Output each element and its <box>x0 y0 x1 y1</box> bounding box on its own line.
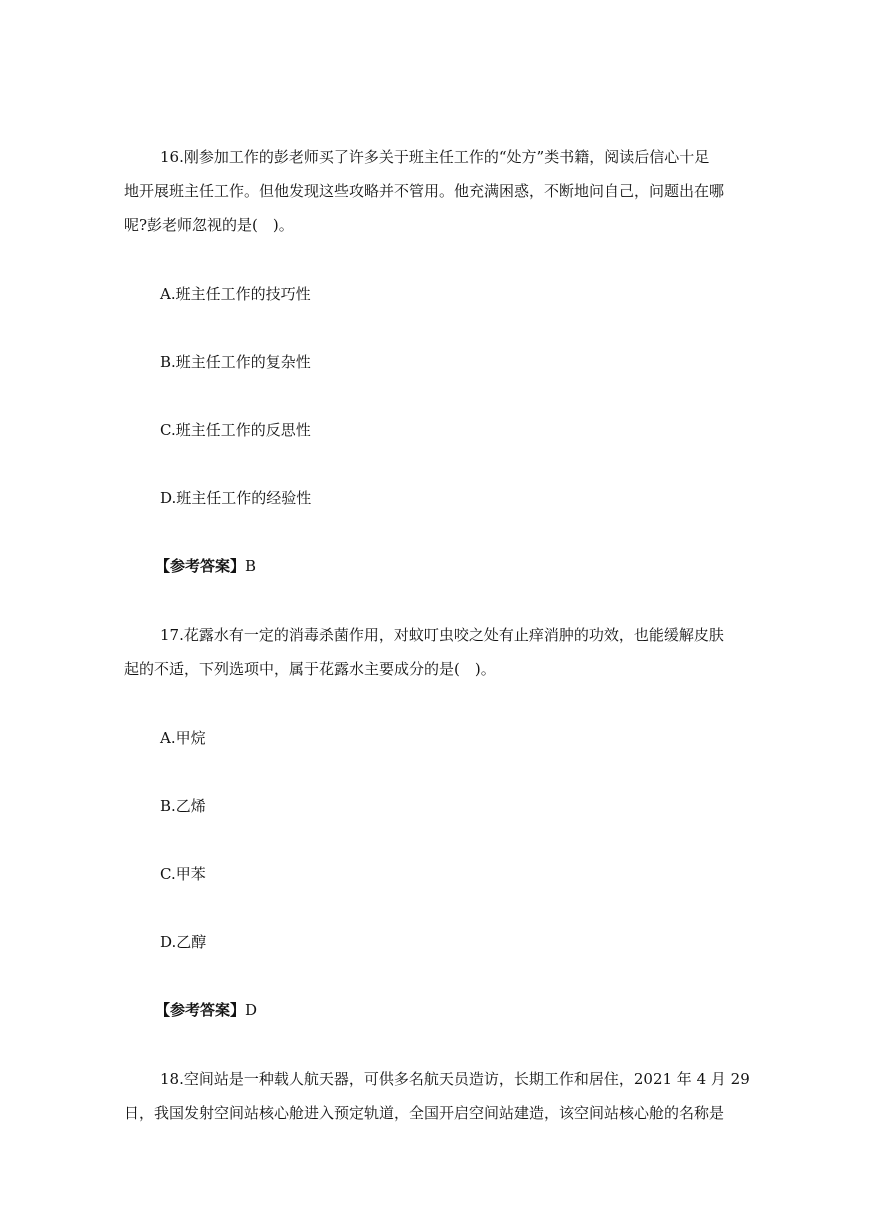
question-17-option-b: B.乙烯 <box>160 797 206 815</box>
question-17-stem-line-1: 17.花露水有一定的消毒杀菌作用，对蚊叮虫咬之处有止痒消肿的功效，也能缓解皮肤 <box>160 626 724 644</box>
question-16-option-a: A.班主任工作的技巧性 <box>160 285 311 303</box>
question-16-option-d: D.班主任工作的经验性 <box>160 489 312 507</box>
question-16-stem-line-2: 地开展班主任工作。但他发现这些攻略并不管用。他充满困惑，不断地问自己，问题出在哪 <box>124 182 725 200</box>
answer-label: 【参考答案】 <box>155 557 246 575</box>
question-16-option-b: B.班主任工作的复杂性 <box>160 353 311 371</box>
question-17-option-d: D.乙醇 <box>160 933 207 951</box>
question-17-option-a: A.甲烷 <box>160 729 206 747</box>
answer-value: D <box>245 1001 258 1019</box>
answer-value: B <box>245 557 257 575</box>
question-16-answer <box>155 556 256 576</box>
question-18-stem-line-2: 日，我国发射空间站核心舱进入预定轨道，全国开启空间站建造，该空间站核心舱的名称是 <box>124 1104 725 1122</box>
question-16-stem-line-3: 呢?彭老师忽视的是( )。 <box>124 216 294 234</box>
question-16-stem-line-1: 16.刚参加工作的彭老师买了许多关于班主任工作的“处方”类书籍，阅读后信心十足 <box>160 148 710 166</box>
question-17-stem-line-2: 起的不适，下列选项中，属于花露水主要成分的是( )。 <box>124 660 496 678</box>
question-17-option-c: C.甲苯 <box>160 865 206 883</box>
question-17-answer <box>155 1000 257 1020</box>
question-18-stem-line-1: 18.空间站是一种载人航天器，可供多名航天员造访，长期工作和居住，2021 年 4 月 29 <box>160 1070 750 1088</box>
question-16-option-c: C.班主任工作的反思性 <box>160 421 311 439</box>
answer-label: 【参考答案】 <box>155 1001 246 1019</box>
